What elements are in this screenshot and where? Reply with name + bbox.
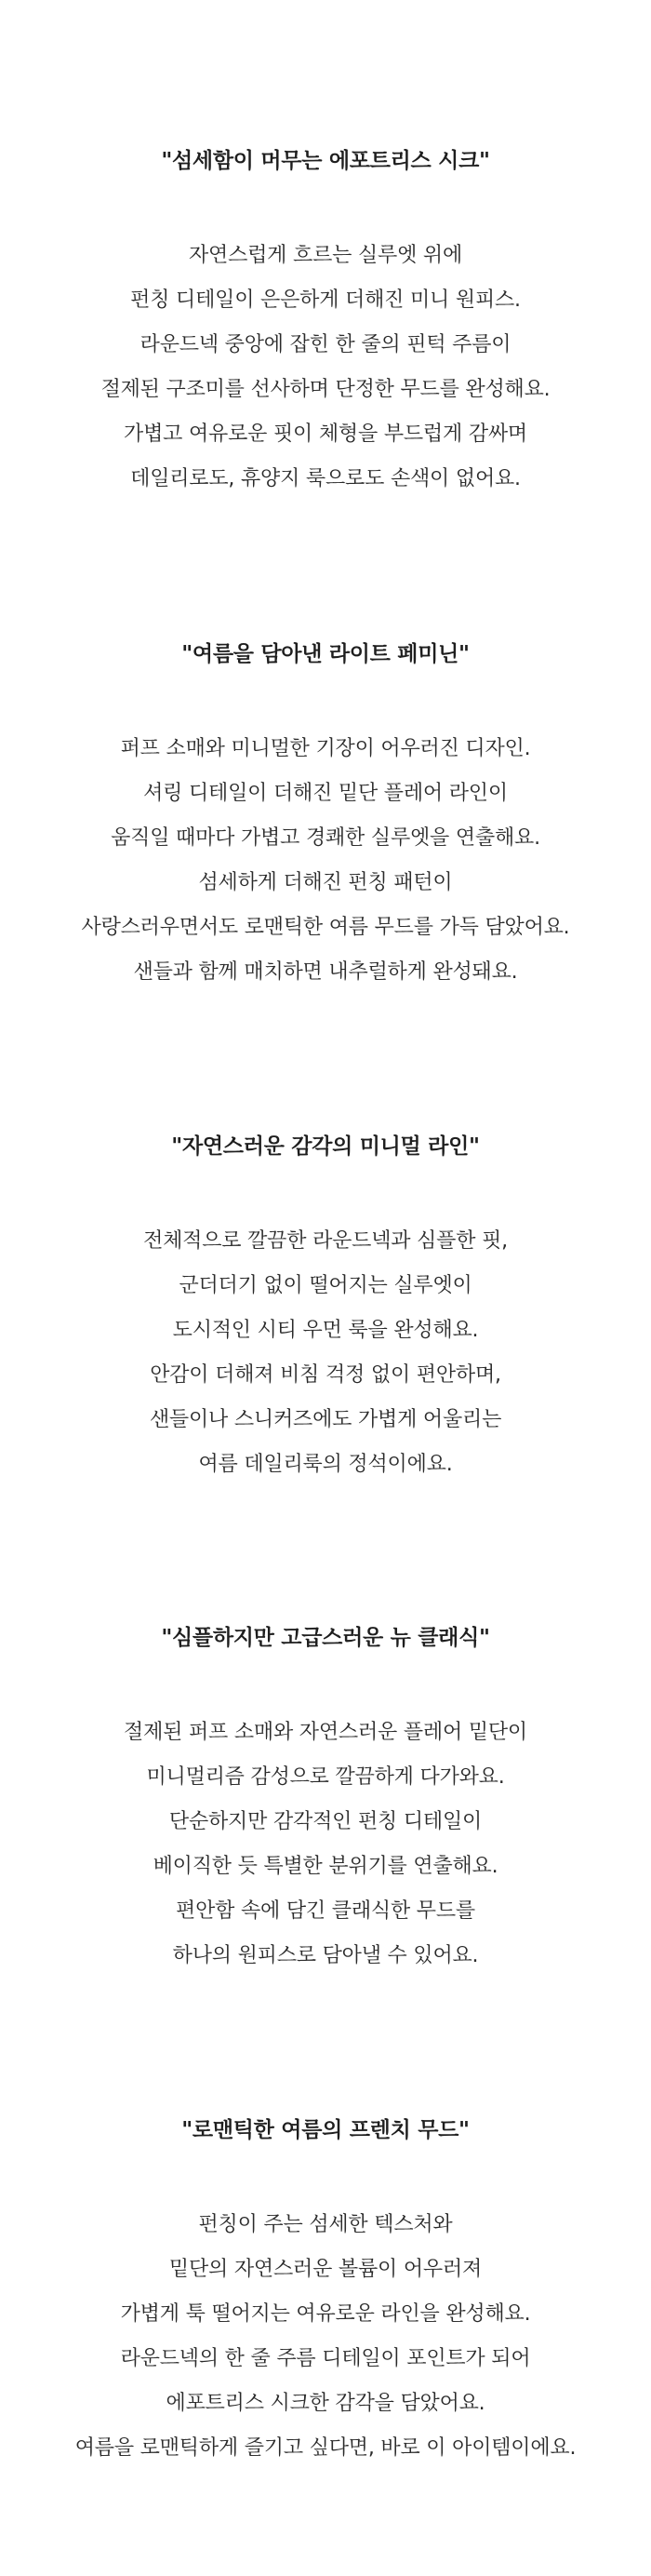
- body-line: 절제된 퍼프 소매와 자연스러운 플레어 밑단이: [124, 1721, 527, 1744]
- body-line: 절제된 구조미를 선사하며 단정한 무드를 완성해요.: [100, 378, 551, 401]
- section-body: [0, 234, 651, 502]
- body-line: 샌들과 함께 매치하면 내추럴하게 완성돼요.: [133, 960, 518, 984]
- body-line: 베이직한 듯 특별한 분위기를 연출해요.: [153, 1855, 498, 1878]
- body-line: 안감이 더해져 비침 걱정 없이 편안하며,: [150, 1363, 501, 1387]
- body-line: 미니멀리즘 감성으로 깔끔하게 다가와요.: [146, 1765, 505, 1789]
- body-line: 하나의 원피스로 담아낼 수 있어요.: [172, 1944, 479, 1967]
- section-body: [0, 1219, 651, 1487]
- body-line: 밑단의 자연스러운 볼륨이 어우러져: [168, 2258, 483, 2281]
- body-line: 섬세하게 더해진 펀칭 패턴이: [198, 871, 453, 894]
- body-line: 펀칭 디테일이 은은하게 더해진 미니 원피스.: [130, 288, 521, 312]
- section-title: "로맨틱한 여름의 프렌치 무드": [181, 2118, 470, 2142]
- body-line: 자연스럽게 흐르는 실루엣 위에: [188, 244, 463, 267]
- body-line: 단순하지만 감각적인 펀칭 디테일이: [168, 1810, 483, 1833]
- section-5: [0, 2116, 651, 2471]
- body-line: 에포트리스 시크한 감각을 담았어요.: [166, 2392, 485, 2415]
- body-line: 도시적인 시티 우먼 룩을 완성해요.: [172, 1319, 479, 1342]
- body-line: 군더더기 없이 떨어지는 실루엣이: [179, 1274, 472, 1297]
- body-line: 가볍고 여유로운 핏이 체형을 부드럽게 감싸며: [124, 423, 527, 446]
- body-line: 여름을 로맨틱하게 즐기고 싶다면, 바로 이 아이템이에요.: [74, 2436, 577, 2460]
- body-line: 전체적으로 깔끔한 라운드넥과 심플한 핏,: [143, 1229, 508, 1253]
- section-3: [0, 1133, 651, 1487]
- body-line: 움직일 때마다 가볍고 경쾌한 실루엣을 연출해요.: [111, 826, 540, 850]
- section-body: [0, 727, 651, 995]
- body-line: 라운드넥 중앙에 잡힌 한 줄의 핀턱 주름이: [140, 333, 512, 356]
- body-line: 데일리로도, 휴양지 룩으로도 손색이 없어요.: [130, 467, 521, 490]
- body-line: 편안함 속에 담긴 클래식한 무드를: [176, 1899, 475, 1923]
- section-title: "심플하지만 고급스러운 뉴 클래식": [161, 1626, 490, 1650]
- body-line: 사랑스러우면서도 로맨틱한 여름 무드를 가득 담았어요.: [81, 916, 570, 939]
- section-body: [0, 1711, 651, 1979]
- body-line: 여름 데일리룩의 정석이에요.: [198, 1453, 453, 1476]
- body-line: 가볍게 툭 떨어지는 여유로운 라인을 완성해요.: [120, 2302, 531, 2326]
- section-title: "자연스러운 감각의 미니멀 라인": [171, 1134, 480, 1159]
- section-1: [0, 147, 651, 502]
- body-line: 샌들이나 스니커즈에도 가볍게 어울리는: [149, 1408, 502, 1431]
- section-title: "여름을 담아낸 라이트 페미닌": [181, 642, 470, 666]
- body-line: 퍼프 소매와 미니멀한 기장이 어우러진 디자인.: [120, 737, 531, 760]
- section-title: "섬세함이 머무는 에포트리스 시크": [161, 149, 490, 173]
- body-line: 펀칭이 주는 섬세한 텍스처와: [198, 2213, 453, 2236]
- body-line: 셔링 디테일이 더해진 밑단 플레어 라인이: [143, 782, 508, 805]
- section-2: [0, 640, 651, 995]
- section-4: [0, 1624, 651, 1979]
- body-line: 라운드넥의 한 줄 주름 디테일이 포인트가 되어: [120, 2347, 531, 2370]
- section-body: [0, 2203, 651, 2471]
